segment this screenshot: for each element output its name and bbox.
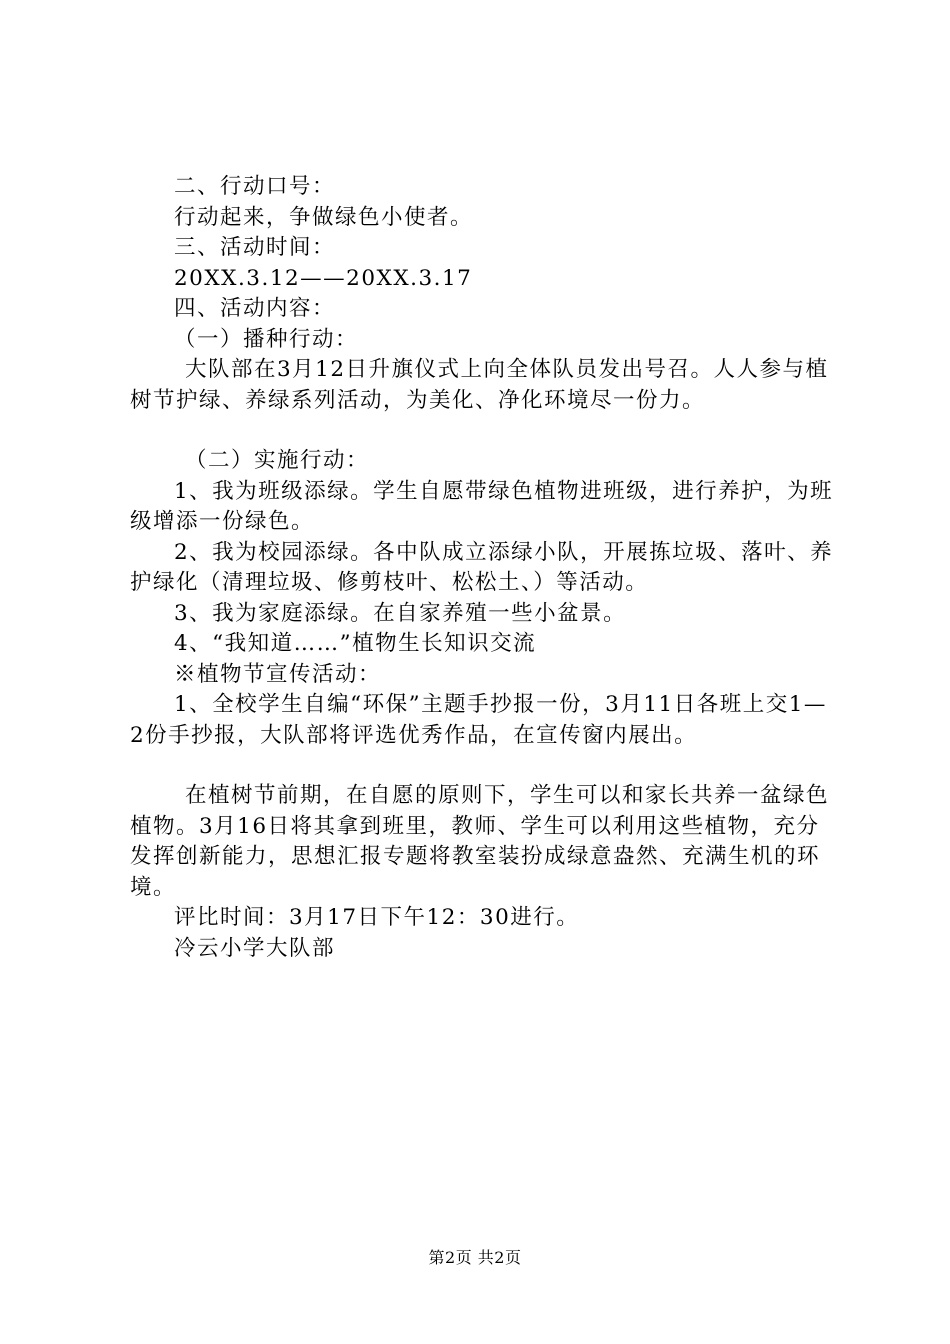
activity-time-range: 20XX.3.12——20XX.3.17 [174,265,473,291]
section-heading-time: 三、活动时间： [174,235,336,260]
subheading-sowing: （一）播种行动： [174,326,359,352]
item-handwritten-newspaper: 1、全校学生自编“环保”主题手抄报一份，3月11日各班上交1—2份手抄报，大队部将评选优秀作品，在宣传窗内展出。 [130,692,827,748]
page-number-footer: 第2页 共2页 [428,1248,522,1267]
section-heading-content: 四、活动内容： [174,296,336,321]
item-campus-green: 2、我为校园添绿。各中队成立添绿小队，开展拣垃圾、落叶、养护绿化（清理垃圾、修剪枝叶、松松土、）等活动。 [130,539,834,595]
document-body [130,172,835,964]
subheading-promotion: ※植物节宣传活动： [174,661,382,687]
item-class-green: 1、我为班级添绿。学生自愿带绿色植物进班级，进行养护，为班级增添一份绿色。 [130,478,834,534]
signature-organizer: 冷云小学大队部 [174,935,336,961]
section-heading-slogan: 二、行动口号： [174,174,336,199]
subheading-implementation: （二）实施行动： [185,448,370,473]
paragraph-plant-care: 在植树节前期，在自愿的原则下，学生可以和家长共养一盆绿色植物。3月16日将其拿到班里，教师、学生可以利用这些植物，充分发挥创新能力，思想汇报专题将教室装扮成绿意盎然、充满生机的环境。 [130,783,830,900]
paragraph-gap [130,751,835,781]
judging-time: 评比时间：3月17日下午12：30进行。 [174,905,580,930]
paragraph-gap [130,416,835,446]
item-home-green: 3、我为家庭添绿。在自家养殖一些小盆景。 [174,600,627,626]
item-knowledge-exchange: 4、“我知道……”植物生长知识交流 [174,631,537,656]
slogan-text: 行动起来，争做绿色小使者。 [174,204,474,230]
paragraph-sowing: 大队部在3月12日升旗仪式上向全体队员发出号召。人人参与植树节护绿、养绿系列活动，为美化、净化环境尽一份力。 [130,357,829,413]
